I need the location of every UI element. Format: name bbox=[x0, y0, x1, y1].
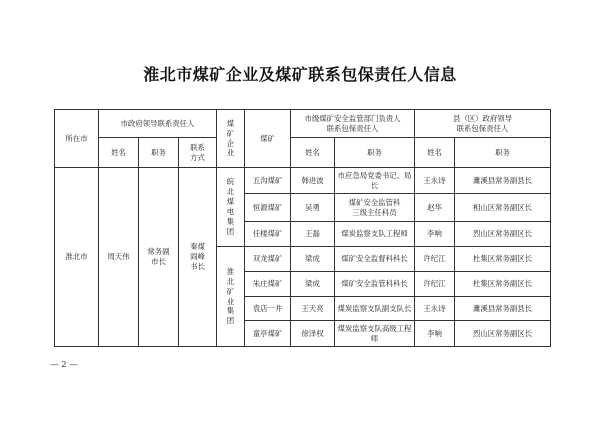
safety-name-cell: 梁成 bbox=[291, 247, 335, 272]
county-duty-cell: 烈山区常务副区长 bbox=[455, 321, 551, 347]
mine-cell: 恒源煤矿 bbox=[245, 194, 291, 222]
mine-cell: 双龙煤矿 bbox=[245, 247, 291, 272]
gov-leader-name: 周天伟 bbox=[99, 168, 139, 347]
gov-leader-contact: 秦煤阎峰书长 bbox=[179, 168, 217, 347]
page-number: — 2 — bbox=[50, 360, 78, 370]
mine-cell: 童亭煤矿 bbox=[245, 321, 291, 347]
mine-cell: 五沟煤矿 bbox=[245, 168, 291, 194]
county-name-cell: 王永诗 bbox=[415, 168, 455, 194]
safety-duty-cell: 煤炭监察支队高级工程 师 bbox=[335, 321, 415, 347]
header-mine-company: 煤矿企业 bbox=[217, 110, 245, 168]
safety-duty-cell: 煤矿安全监管科 三级主任科员 bbox=[335, 194, 415, 222]
county-duty-cell: 烈山区常务副区长 bbox=[455, 222, 551, 247]
safety-duty-cell: 市应急局党委书记、局长 bbox=[335, 168, 415, 194]
county-duty-cell: 相山区常务副区长 bbox=[455, 194, 551, 222]
safety-name-cell: 徐泽权 bbox=[291, 321, 335, 347]
safety-duty-cell: 煤矿安全监管科科长 bbox=[335, 272, 415, 297]
header-county-duty: 职务 bbox=[455, 138, 551, 168]
county-name-cell: 许纪江 bbox=[415, 272, 455, 297]
mine-cell: 朱庄煤矿 bbox=[245, 272, 291, 297]
header-gov-group: 市政府领导联系责任人 bbox=[99, 110, 217, 138]
safety-name-cell: 韩进波 bbox=[291, 168, 335, 194]
header-county-name: 姓名 bbox=[415, 138, 455, 168]
county-duty-cell: 杜集区常务副区长 bbox=[455, 247, 551, 272]
responsibility-table bbox=[54, 109, 551, 347]
mine-cell: 袁店一井 bbox=[245, 297, 291, 321]
company-cell-1: 淮北矿业集团 bbox=[217, 247, 245, 347]
header-gov-name: 姓名 bbox=[99, 138, 139, 168]
safety-name-cell: 吴勇 bbox=[291, 194, 335, 222]
county-duty-cell: 濉溪县常务副县长 bbox=[455, 297, 551, 321]
header-gov-contact: 联系方式 bbox=[179, 138, 217, 168]
header-safety-duty: 职务 bbox=[335, 138, 415, 168]
city-cell: 淮北市 bbox=[55, 168, 99, 347]
safety-duty-cell: 煤炭监察支队副支队长 bbox=[335, 297, 415, 321]
county-name-cell: 许纪江 bbox=[415, 247, 455, 272]
header-mine: 煤矿 bbox=[245, 110, 291, 168]
document-title: 淮北市煤矿企业及煤矿联系包保责任人信息 bbox=[143, 65, 457, 84]
county-name-cell: 赵华 bbox=[415, 194, 455, 222]
safety-duty-cell: 煤矿安全监督科科长 bbox=[335, 247, 415, 272]
safety-name-cell: 王磊 bbox=[291, 222, 335, 247]
mine-cell: 任楼煤矿 bbox=[245, 222, 291, 247]
header-county-group: 县（区）政府领导 联系包保责任人 bbox=[415, 110, 551, 138]
header-safety-name: 姓名 bbox=[291, 138, 335, 168]
county-duty-cell: 濉溪县常务副县长 bbox=[455, 168, 551, 194]
safety-duty-cell: 煤炭监察支队工程师 bbox=[335, 222, 415, 247]
county-name-cell: 李响 bbox=[415, 222, 455, 247]
gov-leader-duty: 常务副市长 bbox=[139, 168, 179, 347]
header-safety-group: 市级煤矿安全监管部门负责人 联系包保责任人 bbox=[291, 110, 415, 138]
header-city: 所在市 bbox=[55, 110, 99, 168]
header-gov-duty: 职务 bbox=[139, 138, 179, 168]
safety-name-cell: 王天亮 bbox=[291, 297, 335, 321]
safety-name-cell: 梁成 bbox=[291, 272, 335, 297]
company-cell-0: 皖北煤电集团 bbox=[217, 168, 245, 247]
county-name-cell: 王永诗 bbox=[415, 297, 455, 321]
county-name-cell: 李响 bbox=[415, 321, 455, 347]
county-duty-cell: 杜集区常务副区长 bbox=[455, 272, 551, 297]
